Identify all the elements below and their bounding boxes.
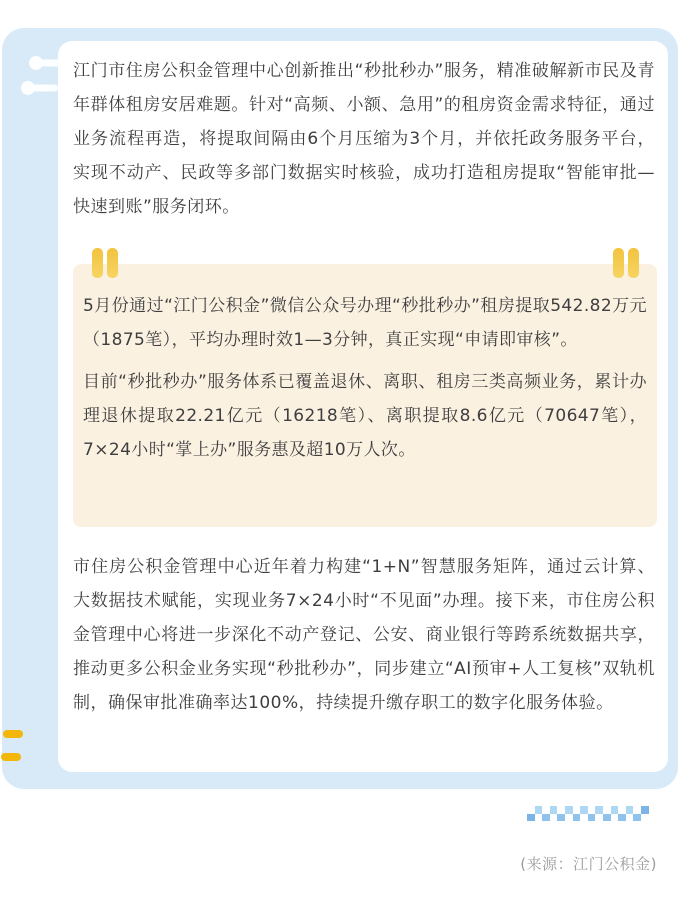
checker-cell — [527, 814, 535, 822]
checker-cell — [573, 814, 581, 822]
checker-cell — [626, 806, 634, 814]
checker-cell — [618, 814, 626, 822]
checker-cell — [527, 806, 535, 814]
checker-cell — [580, 814, 588, 822]
closing-paragraph: 市住房公积金管理中心近年着力构建“1+N”智慧服务矩阵，通过云计算、大数据技术赋能，实现业务7×24小时“不见面”办理。接下来，市住房公积金管理中心将进一步深化不动产登记、公安、商业银行等跨系统数据共享，推动更多公积金业务实现“秒批秒办”，同步建立“AI预审+人工复核”双轨机制，确保审批准确率达100%，持续提升缴存职工的数字化服务体验。 — [73, 557, 655, 713]
source-attribution: (来源：江门公积金) — [520, 855, 657, 873]
checker-cell — [595, 814, 603, 822]
highlight-quote-box — [73, 264, 657, 527]
checker-cell — [603, 814, 611, 822]
checker-cell — [573, 806, 581, 814]
highlight-paragraph-coverage-stats: 目前“秒批秒办”服务体系已覆盖退休、离职、租房三类高频业务，累计办理退休提取22.21亿元（16218笔）、离职提取8.6亿元（70647笔），7×24小时“掌上办”服务惠及超10万人次。 — [83, 372, 647, 460]
checker-cell — [588, 814, 596, 822]
checker-cell — [641, 814, 649, 822]
pin-icon — [21, 81, 61, 95]
checker-cell — [588, 806, 596, 814]
checker-cell — [542, 806, 550, 814]
checker-cell — [641, 806, 649, 814]
article-card — [58, 41, 668, 772]
checker-cell — [535, 814, 543, 822]
checker-cell — [557, 806, 565, 814]
gold-dash-decoration — [3, 730, 23, 738]
checker-cell — [565, 814, 573, 822]
checker-cell — [580, 806, 588, 814]
checker-cell — [633, 814, 641, 822]
checker-cell — [542, 814, 550, 822]
checker-cell — [550, 814, 558, 822]
checker-cell — [611, 814, 619, 822]
intro-paragraph: 江门市住房公积金管理中心创新推出“秒批秒办”服务，精准破解新市民及青年群体租房安居难题。针对“高频、小额、急用”的租房资金需求特征，通过业务流程再造，将提取间隔由6个月压缩为3个月，并依托政务服务平台，实现不动产、民政等多部门数据实时核验，成功打造租房提取“智能审批—快速到账”服务闭环。 — [73, 61, 655, 217]
checker-cell — [626, 814, 634, 822]
pin-bar — [26, 85, 58, 92]
checker-cell — [618, 806, 626, 814]
checker-cell — [633, 806, 641, 814]
checker-cell — [550, 806, 558, 814]
quote-bars-left-icon — [92, 248, 119, 278]
highlight-paragraph-may-stats: 5月份通过“江门公积金”微信公众号办理“秒批秒办”租房提取542.82万元（1875笔），平均办理时效1—3分钟，真正实现“申请即审核”。 — [83, 296, 647, 350]
checker-cell — [535, 806, 543, 814]
quote-bars-right-icon — [613, 248, 640, 278]
checker-cell — [565, 806, 573, 814]
checker-cell — [557, 814, 565, 822]
checker-cell — [603, 806, 611, 814]
gold-dash-decoration — [1, 753, 21, 761]
checker-cell — [595, 806, 603, 814]
checker-cell — [611, 806, 619, 814]
checkerboard-decoration — [527, 806, 649, 821]
